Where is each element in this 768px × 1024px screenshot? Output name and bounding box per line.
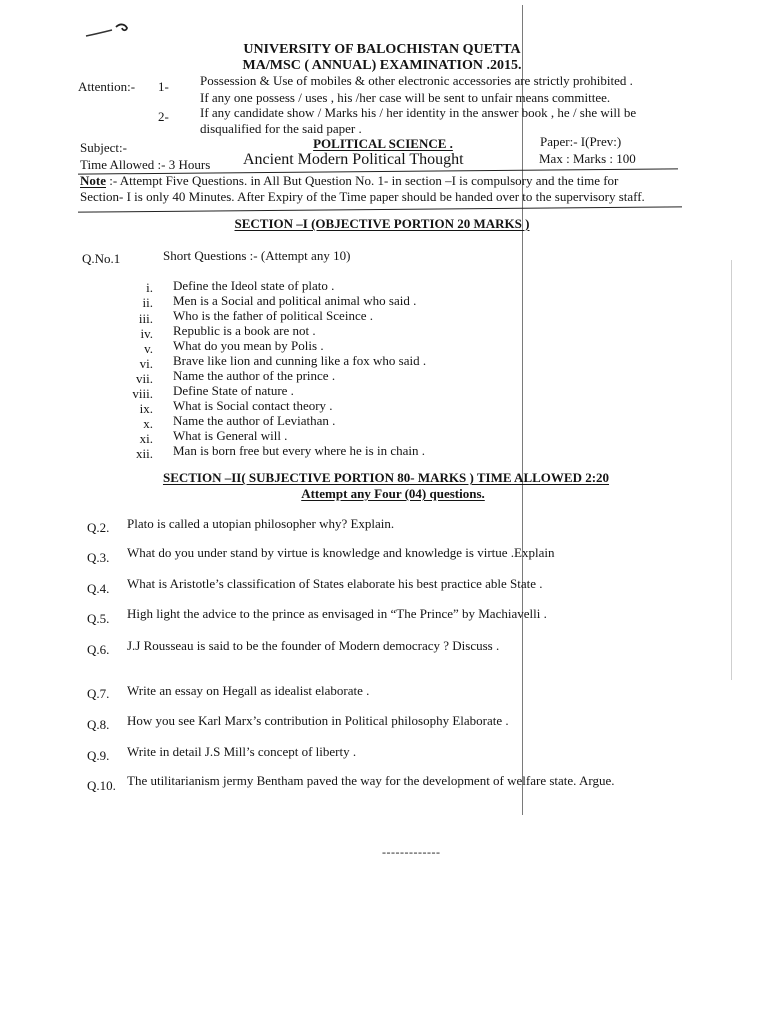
- question-number: Q.3.: [87, 550, 110, 565]
- list-item-number: v.: [144, 341, 153, 356]
- question-text: What do you under stand by virtue is knowledge and knowledge is virtue .Explain: [127, 545, 555, 560]
- list-item: Name the author of the prince .: [173, 368, 336, 383]
- section-1-heading: SECTION –I (OBJECTIVE PORTION 20 MARKS ): [234, 216, 530, 231]
- page-edge: [731, 260, 732, 680]
- list-item-number: ix.: [139, 401, 153, 416]
- question-number: Q.8.: [87, 717, 110, 732]
- list-item-number: iv.: [140, 326, 153, 341]
- subject-name: POLITICAL SCIENCE .: [313, 136, 453, 151]
- rule-2-line-1: If any candidate show / Marks his / her identity in the answer book , he / she will be: [200, 105, 637, 120]
- list-item: Define State of nature .: [173, 383, 294, 398]
- list-item: Republic is a book are not .: [173, 323, 316, 338]
- question-text: How you see Karl Marx’s contribution in Political philosophy Elaborate .: [127, 713, 509, 728]
- list-item: What is General will .: [173, 428, 288, 443]
- end-of-paper-mark: -------------: [382, 845, 441, 859]
- question-text: Plato is called a utopian philosopher why? Explain.: [127, 516, 395, 531]
- question-number: Q.9.: [87, 748, 110, 763]
- question-number: Q.4.: [87, 581, 110, 596]
- attention-label: Attention:-: [78, 79, 136, 94]
- question-text: The utilitarianism jermy Bentham paved the way for the development of welfare state. Argue.: [127, 773, 615, 788]
- question-number: Q.7.: [87, 686, 110, 701]
- rule-1-number: 1-: [158, 79, 169, 94]
- note-line-1: [80, 174, 618, 188]
- subject-label: Subject:-: [80, 140, 127, 155]
- q1-instruction: Short Questions :- (Attempt any 10): [163, 248, 351, 263]
- note-divider: [78, 206, 682, 212]
- question-text: High light the advice to the prince as envisaged in “The Prince” by Machiavelli .: [127, 606, 547, 621]
- exam-title: MA/MSC ( ANNUAL) EXAMINATION .2015.: [242, 58, 522, 73]
- question-text: Write an essay on Hegall as idealist elaborate .: [127, 683, 370, 698]
- rule-2-number: 2-: [158, 109, 169, 124]
- question-text: Write in detail J.S Mill’s concept of liberty .: [127, 744, 357, 759]
- list-item: Brave like lion and cunning like a fox who said .: [173, 353, 427, 368]
- list-item-number: vi.: [139, 356, 153, 371]
- list-item-number: i.: [146, 280, 153, 295]
- note-text-1: :- Attempt Five Questions. in All But Question No. 1- in section –I is compulsory and the time for: [106, 173, 619, 188]
- question-number: Q.2.: [87, 520, 110, 535]
- section-2-subheading: Attempt any Four (04) questions.: [301, 486, 485, 501]
- question-number: Q.5.: [87, 611, 110, 626]
- list-item: What is Social contact theory .: [173, 398, 333, 413]
- question-text: What is Aristotle’s classification of States elaborate his best practice able State .: [127, 576, 543, 591]
- list-item-number: xi.: [139, 431, 153, 446]
- pen-mark-icon: [82, 18, 134, 42]
- list-item-number: viii.: [132, 386, 153, 401]
- list-item: Name the author of Leviathan .: [173, 413, 336, 428]
- section-2-heading: SECTION –II( SUBJECTIVE PORTION 80- MARKS ) TIME ALLOWED 2:20: [162, 470, 610, 485]
- max-marks: Max : Marks : 100: [539, 151, 636, 166]
- list-item-number: iii.: [138, 311, 153, 326]
- list-item: Who is the father of political Sceince .: [173, 308, 373, 323]
- list-item-number: x.: [143, 416, 153, 431]
- course-title: Ancient Modern Political Thought: [243, 151, 464, 168]
- rule-1-line-2: If any one possess / uses , his /her case will be sent to unfair means committee.: [200, 90, 611, 105]
- list-item: Man is born free but every where he is in chain .: [173, 443, 425, 458]
- list-item: Define the Ideol state of plato .: [173, 278, 335, 293]
- university-title: UNIVERSITY OF BALOCHISTAN QUETTA: [243, 42, 521, 57]
- rule-2-line-2: disqualified for the said paper .: [200, 121, 362, 136]
- paper-label: Paper:- I(Prev:): [540, 134, 622, 149]
- question-number: Q.10.: [87, 778, 116, 793]
- question-number: Q.6.: [87, 642, 110, 657]
- list-item-number: xii.: [136, 446, 153, 461]
- rule-1-line-1: Possession & Use of mobiles & other electronic accessories are strictly prohibited .: [200, 73, 633, 88]
- question-text: J.J Rousseau is said to be the founder of Modern democracy ? Discuss .: [127, 638, 500, 653]
- note-label: Note: [80, 173, 106, 188]
- note-line-2: Section- I is only 40 Minutes. After Expiry of the Time paper should be handed over to the supervisory staff.: [80, 189, 645, 204]
- time-allowed: Time Allowed :- 3 Hours: [80, 157, 211, 172]
- fold-line: [522, 5, 523, 815]
- list-item: What do you mean by Polis .: [173, 338, 324, 353]
- q1-number: Q.No.1: [82, 251, 121, 266]
- list-item: Men is a Social and political animal who said .: [173, 293, 417, 308]
- list-item-number: vii.: [136, 371, 153, 386]
- list-item-number: ii.: [142, 295, 153, 310]
